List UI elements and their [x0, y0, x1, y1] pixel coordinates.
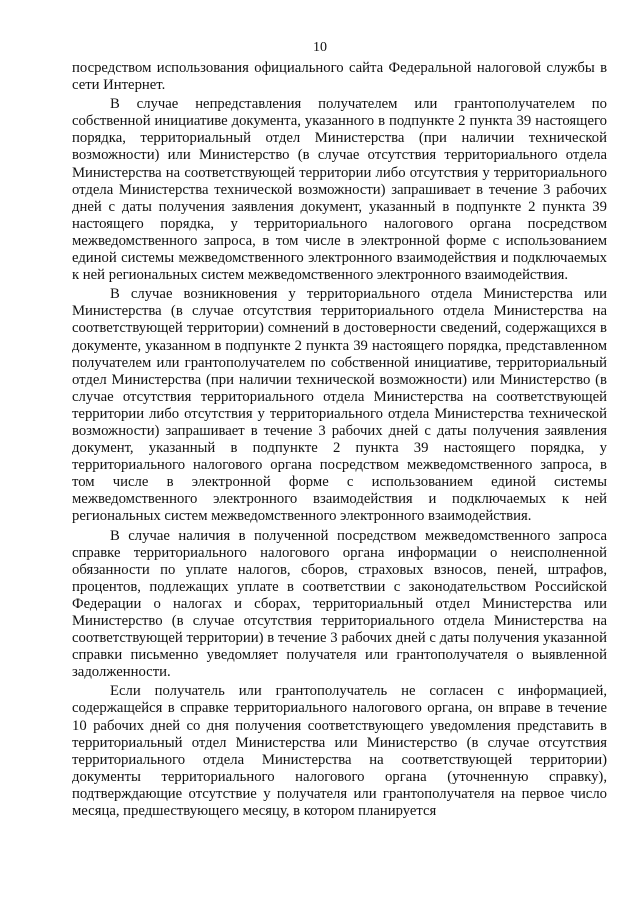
document-body — [72, 60, 607, 822]
paragraph-doubts-request: В случае возникновения у территориального отдела Министерства или Министерства (в случае отсутствия территориального отдела Министерства на соответствующей территории) сомнений в достоверности сведений, содержащихся в документе, указанном в подпункте 2 пункта 39 настоящего порядка, представленном получателем или грантополучателем по собственной инициативе, территориальный отдел Министерства (при наличии технической возможности) или Министерство (в случае отсутствия территориального отдела Министерства на соответствующей территории либо отсутствия у территориального отдела Министерства технической возможности) запрашивает в течение 3 рабочих дней с даты получения заявления документ, указанный в подпункте 2 пункта 39 настоящего порядка, у территориального налогового органа посредством межведомственного запроса, в том числе в электронной форме с использованием единой системы межведомственного электронного взаимодействия и подключаемых к ней региональных систем межведомственного электронного взаимодействия. — [72, 286, 607, 525]
paragraph-nonsubmission-request: В случае непредставления получателем или грантополучателем по собственной инициативе документа, указанного в подпункте 2 пункта 39 настоящего порядка, территориальный отдел Министерства (при наличии технической возможности) или Министерство (в случае отсутствия территориального отдела Министерства на соответствующей территории либо отсутствия у территориального отдела Министерства технической возможности) запрашивает в течение 3 рабочих дней с даты получения заявления документ, указанный в подпункте 2 пункта 39 настоящего порядка, у территориального налогового органа посредством межведомственного запроса, в том числе в электронной форме с использованием единой системы межведомственного электронного взаимодействия и подключаемых к ней региональных систем межведомственного электронного взаимодействия. — [72, 96, 607, 284]
page-number: 10 — [313, 40, 327, 55]
paragraph-continuation: посредством использования официального сайта Федеральной налоговой службы в сети Интернет. — [72, 60, 607, 94]
paragraph-disagreement: Если получатель или грантополучатель не согласен с информацией, содержащейся в справке территориального налогового органа, он вправе в течение 10 рабочих дней со дня получения соответствующего уведомления представить в территориальный отдел Министерства или Министерство (в случае отсутствия территориального отдела Министерства на соответствующей территории) документы территориального налогового органа (уточненную справку), подтверждающие отсутствие у получателя или грантополучателя на первое число месяца, предшествующего месяцу, в котором планируется — [72, 683, 607, 820]
paragraph-debt-notification: В случае наличия в полученной посредством межведомственного запроса справке территориального налогового органа информации о неисполненной обязанности по уплате налогов, сборов, страховых взносов, пеней, штрафов, процентов, подлежащих уплате в соответствии с законодательством Российской Федерации о налогах и сборах, территориальный отдел Министерства или Министерство (в случае отсутствия территориального отдела Министерства на соответствующей территории) в течение 3 рабочих дней с даты получения указанной справки письменно уведомляет получателя или грантополучателя о выявленной задолженности. — [72, 527, 607, 681]
